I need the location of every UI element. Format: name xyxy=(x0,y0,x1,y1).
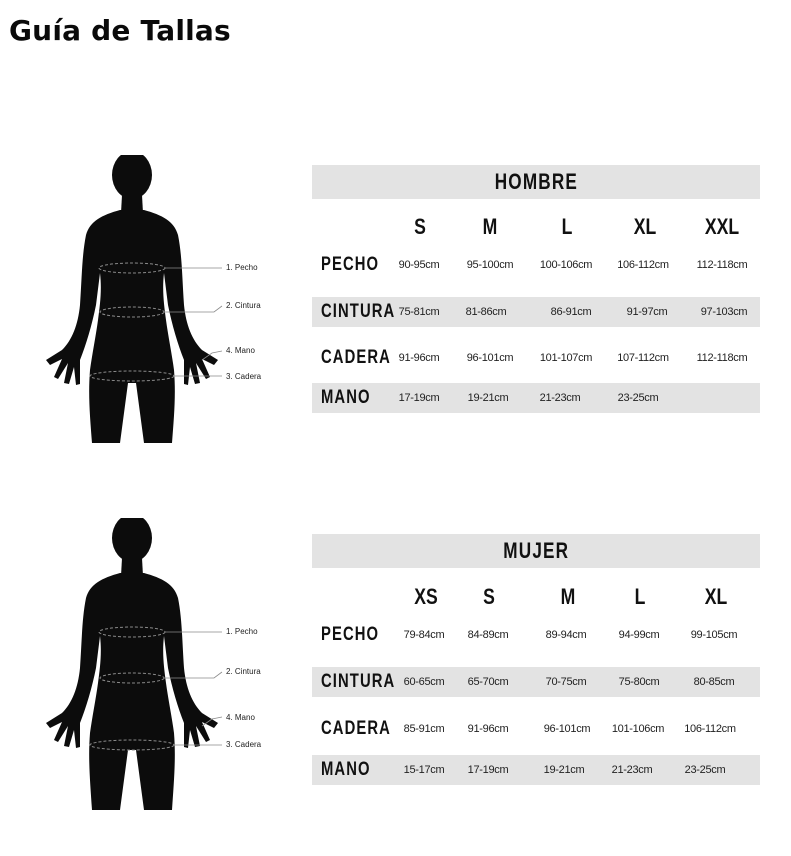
size-header: L xyxy=(561,214,573,239)
label-hand: 4. Mano xyxy=(226,346,255,355)
label-hand: 4. Mano xyxy=(226,713,255,722)
table-cell: 80-85cm xyxy=(693,676,735,688)
table-row xyxy=(312,620,760,650)
table-cell: 95-100cm xyxy=(466,259,514,271)
table-cell: 81-86cm xyxy=(465,306,507,318)
table-cell: 21-23cm xyxy=(611,764,653,776)
label-hip: 3. Cadera xyxy=(226,372,262,381)
table-row xyxy=(312,250,760,280)
table-cell: 97-103cm xyxy=(700,306,748,318)
label-chest: 1. Pecho xyxy=(226,263,258,272)
row-label: PECHO xyxy=(321,254,380,275)
table-row xyxy=(312,343,760,373)
table-cell: 112-118cm xyxy=(696,259,748,271)
men-body-figure xyxy=(42,155,272,455)
size-header: M xyxy=(482,214,498,239)
table-cell: 89-94cm xyxy=(545,629,587,641)
table-cell: 91-96cm xyxy=(398,352,440,364)
women-body-figure xyxy=(42,518,272,818)
table-cell: 23-25cm xyxy=(684,764,726,776)
women-table-title: MUJER xyxy=(503,538,569,563)
row-label: MANO xyxy=(321,759,371,780)
size-header: S xyxy=(483,584,495,609)
table-cell: 84-89cm xyxy=(467,629,509,641)
row-label: CINTURA xyxy=(321,671,396,692)
table-row xyxy=(312,714,760,744)
table-row xyxy=(312,297,760,327)
table-cell: 19-21cm xyxy=(467,392,509,404)
women-table-header xyxy=(312,534,760,568)
row-label: MANO xyxy=(321,387,371,408)
table-cell: 107-112cm xyxy=(617,352,669,364)
table-cell: 17-19cm xyxy=(398,392,440,404)
table-cell: 70-75cm xyxy=(545,676,587,688)
table-row xyxy=(312,667,760,697)
table-cell: 91-97cm xyxy=(626,306,668,318)
size-header: XXL xyxy=(704,214,740,239)
men-table-header xyxy=(312,165,760,199)
table-cell: 94-99cm xyxy=(618,629,660,641)
size-header: M xyxy=(560,584,576,609)
size-header: S xyxy=(414,214,426,239)
table-cell: 85-91cm xyxy=(403,723,445,735)
table-cell: 101-106cm xyxy=(611,723,665,735)
table-cell: 23-25cm xyxy=(617,392,659,404)
table-cell: 65-70cm xyxy=(467,676,509,688)
size-header: XL xyxy=(633,214,657,239)
table-cell: 91-96cm xyxy=(467,723,509,735)
row-label: CINTURA xyxy=(321,301,396,322)
page-title: Guía de Tallas xyxy=(9,14,231,47)
table-row xyxy=(312,383,760,413)
table-cell: 90-95cm xyxy=(398,259,440,271)
men-table-title: HOMBRE xyxy=(494,169,578,194)
size-header: XS xyxy=(414,584,438,609)
table-cell: 101-107cm xyxy=(539,352,593,364)
table-cell: 19-21cm xyxy=(543,764,585,776)
table-cell: 60-65cm xyxy=(403,676,445,688)
table-cell: 112-118cm xyxy=(696,352,748,364)
table-cell: 99-105cm xyxy=(690,629,738,641)
table-cell: 100-106cm xyxy=(539,259,593,271)
table-cell: 17-19cm xyxy=(467,764,509,776)
table-cell: 75-81cm xyxy=(398,306,440,318)
table-cell: 86-91cm xyxy=(550,306,592,318)
label-waist: 2. Cintura xyxy=(226,301,261,310)
table-cell: 21-23cm xyxy=(539,392,581,404)
table-cell: 96-101cm xyxy=(466,352,514,364)
label-waist: 2. Cintura xyxy=(226,667,261,676)
size-header: XL xyxy=(704,584,728,609)
table-row xyxy=(312,755,760,785)
row-label: CADERA xyxy=(321,718,391,739)
table-cell: 75-80cm xyxy=(618,676,660,688)
table-cell: 15-17cm xyxy=(403,764,445,776)
size-header: L xyxy=(634,584,646,609)
label-hip: 3. Cadera xyxy=(226,740,262,749)
table-cell: 96-101cm xyxy=(543,723,591,735)
table-cell: 106-112cm xyxy=(684,723,736,735)
label-chest: 1. Pecho xyxy=(226,627,258,636)
table-cell: 79-84cm xyxy=(403,629,445,641)
row-label: CADERA xyxy=(321,347,391,368)
table-cell: 106-112cm xyxy=(617,259,669,271)
row-label: PECHO xyxy=(321,624,380,645)
